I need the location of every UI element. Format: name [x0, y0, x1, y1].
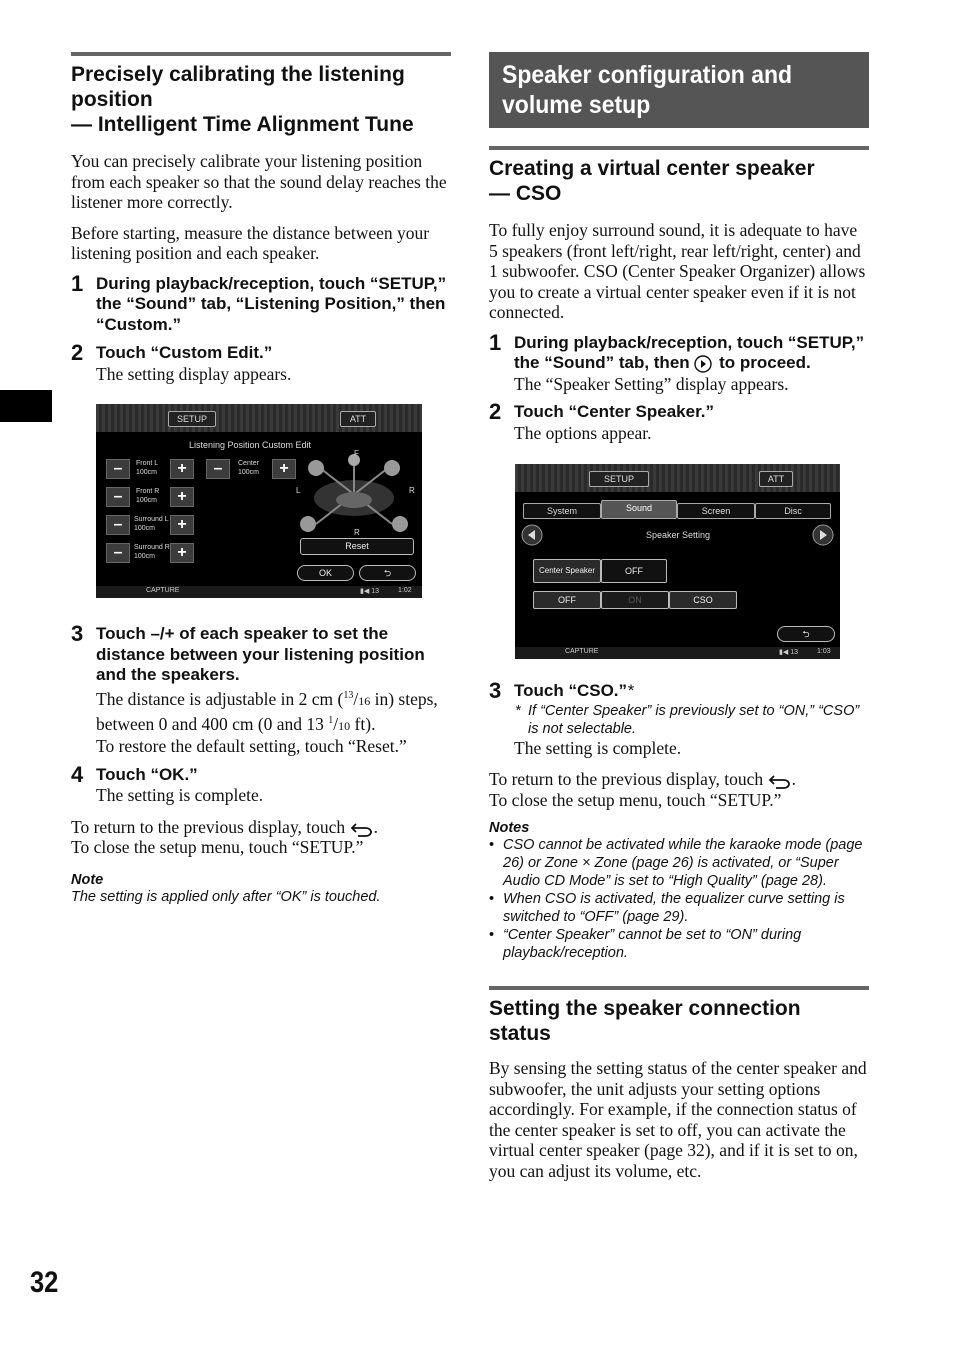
section-title-connection: Setting the speaker connection status — [489, 997, 801, 1045]
center-speaker-button: Center Speaker — [533, 559, 601, 583]
section-rule — [489, 146, 869, 150]
minus-button: – — [106, 515, 130, 535]
step-number: 4 — [71, 761, 84, 787]
step-1 — [71, 270, 451, 336]
step-description-reset: To restore the default setting, touch “Reset.” — [96, 736, 407, 757]
surround-l-label: Surround L 100cm — [134, 516, 169, 532]
step-instruction: During playback/reception, touch “SETUP,” the “Sound” tab, “Listening Position,” then “Custom.” — [96, 273, 447, 334]
track-number: ▮◀ 13 — [360, 588, 379, 595]
label-r: R — [409, 486, 415, 495]
option-cso: CSO — [669, 591, 737, 609]
step-description: The setting is complete. — [96, 785, 264, 806]
step-2 — [489, 399, 869, 443]
front-r-label: Front R 100cm — [136, 488, 160, 504]
section-rule — [71, 52, 451, 56]
option-on: ON — [601, 591, 669, 609]
step-number: 1 — [71, 270, 84, 296]
option-off: OFF — [533, 591, 601, 609]
note-heading: Note — [71, 871, 104, 888]
step-description: The “Speaker Setting” display appears. — [514, 373, 789, 394]
listening-position-screenshot — [96, 404, 422, 598]
step-number: 1 — [489, 329, 502, 355]
label-l: L — [296, 486, 301, 495]
section-title-cso: Creating a virtual center speaker — CSO — [489, 157, 815, 205]
note-item: • When CSO is activated, the equalizer curve setting is switched to “OFF” (page 29). — [489, 890, 869, 926]
step-description: The setting display appears. — [96, 363, 292, 384]
step-description: The options appear. — [514, 422, 652, 443]
banner-title: Speaker configuration and volume setup — [502, 61, 793, 119]
step-instruction: Touch “OK.” — [96, 764, 198, 784]
step-3 — [71, 621, 451, 757]
step-number: 3 — [71, 621, 84, 646]
step-instruction: During playback/reception, touch “SETUP,” the “Sound” tab, then to proceed. — [514, 332, 865, 372]
screen-statusbar: CAPTURE ▮◀ 13 1:02 — [96, 586, 422, 598]
back-icon: ⮌ — [777, 626, 835, 642]
reset-button: Reset — [300, 538, 414, 555]
note-item: • “Center Speaker” cannot be set to “ON” during playback/reception. — [489, 926, 869, 962]
right-column — [489, 52, 869, 1181]
footnote: * If “Center Speaker” is previously set to “ON,” “CSO” is not selectable. — [515, 702, 860, 737]
minus-button: – — [106, 543, 130, 563]
section-tab-marker — [0, 390, 52, 422]
plus-button: + — [170, 459, 194, 479]
step-4 — [71, 761, 451, 806]
tab-sound: Sound — [601, 500, 677, 519]
plus-button: + — [272, 459, 296, 479]
label-f: F — [354, 449, 359, 458]
connection-paragraph: By sensing the setting status of the center speaker and subwoofer, the unit adjusts your setting options accordingly. For example, if the connection status of the center speaker is set to off, you can activate the virtual center speaker (page 32), and if it is set to on, you can adjust its volume, etc. — [489, 1058, 867, 1181]
return-arrow-icon — [768, 773, 792, 789]
step-3 — [489, 678, 869, 758]
minus-button: – — [106, 487, 130, 507]
intro-paragraph-2: Before starting, measure the distance between your listening position and each speaker. — [71, 222, 430, 263]
minus-button: – — [206, 459, 230, 479]
forward-arrow-icon — [694, 355, 714, 373]
setup-button: SETUP — [589, 471, 649, 487]
center-label: Center 100cm — [238, 460, 260, 476]
tab-disc: Disc — [755, 503, 831, 519]
notes-list — [489, 836, 869, 962]
intro-paragraph: You can precisely calibrate your listening position from each speaker so that the sound delay reaches the listener more correctly. — [71, 151, 447, 212]
tab-screen: Screen — [677, 503, 755, 519]
left-column — [71, 52, 451, 906]
return-instruction: To return to the previous display, touch . — [489, 769, 796, 789]
front-l-label: Front L 100cm — [136, 460, 159, 476]
step-instruction: Touch “Custom Edit.” — [96, 343, 273, 362]
note-item: • CSO cannot be activated while the karaoke mode (page 26) or Zone × Zone (page 26) is activated, or “Super Audio CD Mode” is set to “High Quality” (page 28). — [489, 836, 869, 890]
note-text: The setting is applied only after “OK” is touched. — [71, 888, 381, 905]
return-instruction: To return to the previous display, touch . — [71, 816, 378, 837]
close-instruction: To close the setup menu, touch “SETUP.” — [71, 837, 364, 858]
step-instruction: Touch “CSO.”* — [514, 681, 634, 700]
step-description: The setting is complete. — [514, 737, 682, 758]
plus-button: + — [170, 487, 194, 507]
return-arrow-icon — [350, 821, 374, 837]
surround-r-label: Surround R 100cm — [134, 544, 170, 560]
minus-button: – — [106, 459, 130, 479]
step-number: 3 — [489, 678, 502, 703]
plus-button: + — [170, 543, 194, 563]
chapter-banner — [489, 52, 869, 128]
speaker-setting-screenshot — [515, 464, 840, 659]
step-number: 2 — [489, 399, 502, 424]
cso-intro: To fully enjoy surround sound, it is adequate to have 5 speakers (front left/right, rear left/right, center) and 1 subwoofer. CSO (Center Speaker Organizer) allows you to create a virtual center speaker even if it is not connected. — [489, 220, 866, 322]
screen-title: Listening Position Custom Edit — [189, 440, 312, 450]
step-1 — [489, 329, 869, 395]
center-speaker-value: OFF — [601, 559, 667, 583]
ok-button: OK — [297, 565, 354, 581]
label-r-rear: R — [354, 528, 360, 537]
att-button: ATT — [340, 411, 376, 427]
next-page-icon — [812, 524, 834, 546]
close-instruction: To close the setup menu, touch “SETUP.” — [489, 789, 782, 810]
att-button: ATT — [759, 471, 793, 487]
screen-title: Speaker Setting — [646, 530, 711, 540]
plus-button: + — [170, 515, 194, 535]
notes-heading: Notes — [489, 820, 530, 836]
step-number: 2 — [71, 340, 84, 365]
page-number: 32 — [30, 1266, 59, 1299]
step-instruction: Touch “Center Speaker.” — [514, 402, 714, 421]
previous-page-icon — [521, 524, 543, 546]
step-description: The distance is adjustable in 2 cm ($^{13}$/16 in) steps, between 0 and 400 cm (0 and 13 $^1$/10 ft). — [96, 688, 438, 734]
step-2 — [71, 340, 451, 384]
tab-system: System — [523, 503, 601, 519]
step-instruction: Touch –/+ of each speaker to set the distance between your listening position and the speakers. — [96, 624, 425, 684]
back-icon: ⮌ — [359, 565, 416, 581]
track-number: ▮◀ 13 — [779, 649, 798, 656]
section-rule — [489, 986, 869, 990]
section-title-itat: Precisely calibrating the listening position — Intelligent Time Alignment Tune — [71, 63, 414, 136]
screen-statusbar: CAPTURE ▮◀ 13 1:03 — [515, 647, 840, 659]
setup-button: SETUP — [168, 411, 216, 427]
